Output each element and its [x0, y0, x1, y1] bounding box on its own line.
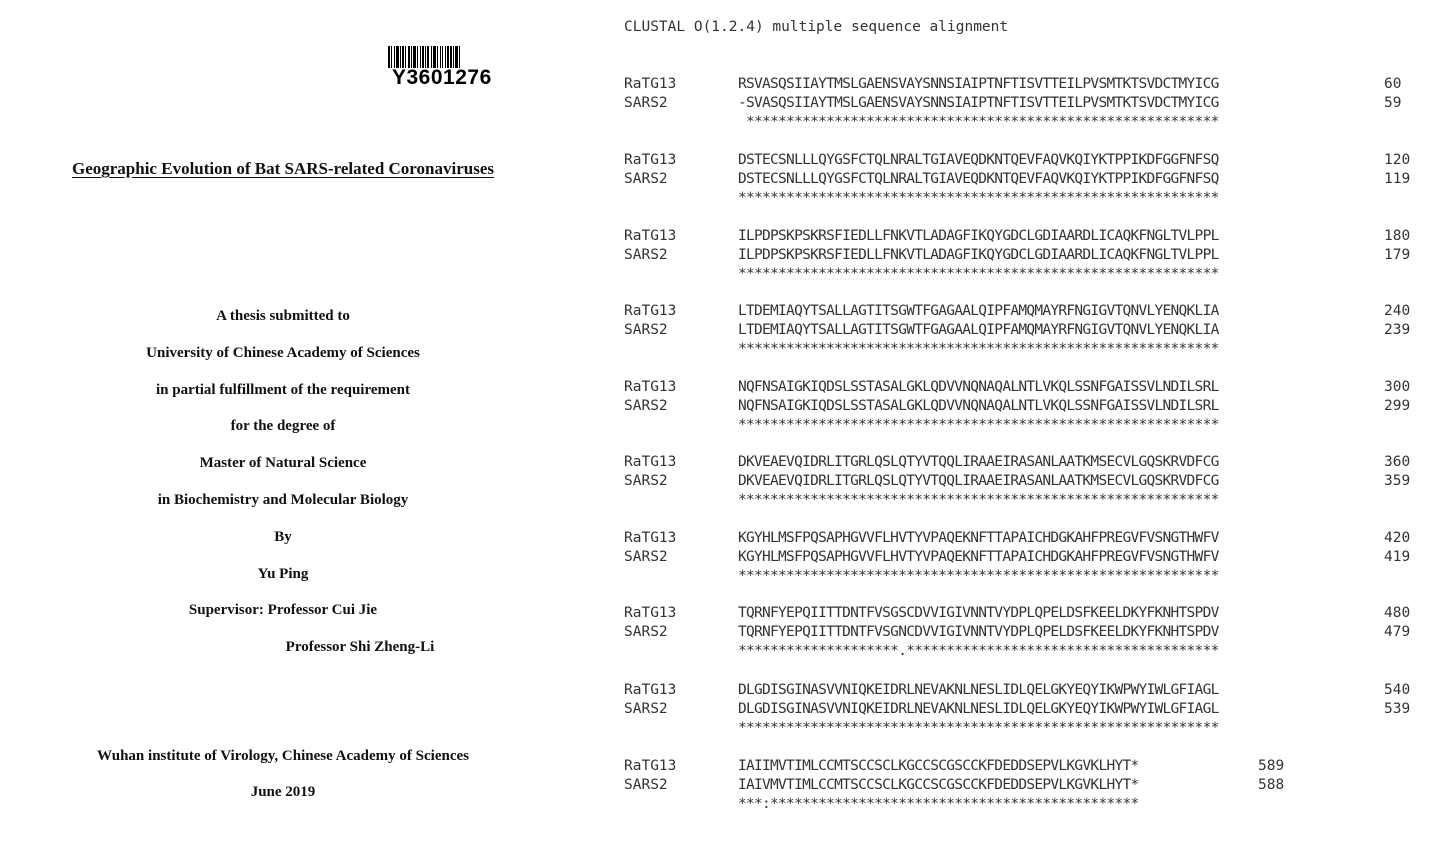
- thesis-line: By: [274, 529, 292, 545]
- alignment-row: [610, 758, 1456, 777]
- residue-count: 120: [1384, 152, 1411, 168]
- alignment-block: [610, 454, 1456, 514]
- sequence-name: RaTG13: [624, 530, 677, 546]
- sequence-residues: KGYHLMSFPQSAPHGVVFLHVTYVPAQEKNFTTAPAICHDGKAHFPREGVFVSNGTHWFV: [738, 549, 1219, 565]
- residue-count: 59: [1384, 95, 1402, 111]
- sequence-residues: ILPDPSKPSKRSFIEDLLFNKVTLADAGFIKQYGDCLGDIAARDLICAQKFNGLTVLPPL: [738, 228, 1219, 244]
- residue-count: 480: [1384, 605, 1411, 621]
- alignment-header: CLUSTAL O(1.2.4) multiple sequence alignment: [624, 19, 1009, 35]
- thesis-date: June 2019: [250, 784, 316, 800]
- residue-count: 479: [1384, 624, 1411, 640]
- sequence-residues: DSTECSNLLLQYGSFCTQLNRALTGIAVEQDKNTQEVFAQVKQIYKTPPIKDFGGFNFSQ: [738, 171, 1219, 187]
- consensus-line: ************************************************************: [738, 417, 1219, 433]
- sequence-name: RaTG13: [624, 758, 677, 774]
- residue-count: 179: [1384, 247, 1411, 263]
- thesis-line: Professor Shi Zheng-Li: [285, 639, 435, 655]
- consensus-line: ************************************************************: [738, 568, 1219, 584]
- sequence-residues: TQRNFYEPQIITTDNTFVSGNCDVVIGIVNNTVYDPLQPELDSFKEELDKYFKNHTSPDV: [738, 624, 1219, 640]
- sequence-name: SARS2: [624, 777, 668, 793]
- sequence-residues: ILPDPSKPSKRSFIEDLLFNKVTLADAGFIKQYGDCLGDIAARDLICAQKFNGLTVLPPL: [738, 247, 1219, 263]
- barcode-bar: [460, 46, 462, 68]
- sequence-name: SARS2: [624, 473, 668, 489]
- consensus-line: ********************.***************************************: [738, 643, 1219, 659]
- alignment-row: [610, 473, 1456, 492]
- sequence-residues: NQFNSAIGKIQDSLSSTASALGKLQDVVNQNAQALNTLVKQLSSNFGAISSVLNDILSRL: [738, 398, 1219, 414]
- alignment-block: [610, 682, 1456, 742]
- alignment-block: [610, 303, 1456, 363]
- sequence-residues: KGYHLMSFPQSAPHGVVFLHVTYVPAQEKNFTTAPAICHDGKAHFPREGVFVSNGTHWFV: [738, 530, 1219, 546]
- sequence-residues: LTDEMIAQYTSALLAGTITSGWTFGAGAALQIPFAMQMAYRFNGIGVTQNVLYENQKLIA: [738, 322, 1219, 338]
- thesis-line: A thesis submitted to: [216, 308, 350, 324]
- alignment-block: [610, 152, 1456, 212]
- residue-count: 420: [1384, 530, 1411, 546]
- sequence-alignment: [610, 0, 1456, 852]
- sequence-residues: TQRNFYEPQIITTDNTFVSGSCDVVIGIVNNTVYDPLQPELDSFKEELDKYFKNHTSPDV: [738, 605, 1219, 621]
- sequence-name: RaTG13: [624, 454, 677, 470]
- thesis-line: in Biochemistry and Molecular Biology: [157, 492, 409, 508]
- sequence-residues: DSTECSNLLLQYGSFCTQLNRALTGIAVEQDKNTQEVFAQVKQIYKTPPIKDFGGFNFSQ: [738, 152, 1219, 168]
- sequence-name: RaTG13: [624, 682, 677, 698]
- sequence-residues: LTDEMIAQYTSALLAGTITSGWTFGAGAALQIPFAMQMAYRFNGIGVTQNVLYENQKLIA: [738, 303, 1219, 319]
- residue-count: 539: [1384, 701, 1411, 717]
- alignment-row: [610, 682, 1456, 701]
- sequence-name: SARS2: [624, 247, 668, 263]
- alignment-row: [610, 171, 1456, 190]
- alignment-row: [610, 76, 1456, 95]
- sequence-name: RaTG13: [624, 152, 677, 168]
- residue-count: 299: [1384, 398, 1411, 414]
- alignment-row: [610, 152, 1456, 171]
- sequence-name: SARS2: [624, 624, 668, 640]
- sequence-name: SARS2: [624, 398, 668, 414]
- sequence-name: RaTG13: [624, 379, 677, 395]
- consensus-line: ***:**********************************************: [738, 796, 1139, 812]
- thesis-line: for the degree of: [230, 418, 336, 434]
- sequence-residues: DKVEAEVQIDRLITGRLQSLQTYVTQQLIRAAEIRASANLAATKMSECVLGQSKRVDFCG: [738, 454, 1219, 470]
- thesis-line: Supervisor: Professor Cui Jie: [188, 602, 378, 618]
- sequence-name: SARS2: [624, 322, 668, 338]
- alignment-row: [610, 530, 1456, 549]
- consensus-line: ************************************************************: [738, 266, 1219, 282]
- sequence-name: SARS2: [624, 701, 668, 717]
- sequence-name: RaTG13: [624, 76, 677, 92]
- residue-count: 588: [1258, 777, 1285, 793]
- alignment-row: [610, 379, 1456, 398]
- sequence-residues: -SVASQSIIAYTMSLGAENSVAYSNNSIAIPTNFTISVTTEILPVSMTKTSVDCTMYICG: [738, 95, 1219, 111]
- consensus-line: ************************************************************: [738, 190, 1219, 206]
- consensus-line: ************************************************************: [738, 341, 1219, 357]
- alignment-row: [610, 605, 1456, 624]
- consensus-line: ************************************************************: [738, 720, 1219, 736]
- consensus-line: ************************************************************: [738, 492, 1219, 508]
- alignment-row: [610, 303, 1456, 322]
- residue-count: 60: [1384, 76, 1402, 92]
- sequence-residues: RSVASQSIIAYTMSLGAENSVAYSNNSIAIPTNFTISVTTEILPVSMTKTSVDCTMYICG: [738, 76, 1219, 92]
- institution: Wuhan institute of Virology, Chinese Academy of Sciences: [97, 748, 469, 764]
- residue-count: 359: [1384, 473, 1411, 489]
- sequence-residues: NQFNSAIGKIQDSLSSTASALGKLQDVVNQNAQALNTLVKQLSSNFGAISSVLNDILSRL: [738, 379, 1219, 395]
- residue-count: 240: [1384, 303, 1411, 319]
- residue-count: 180: [1384, 228, 1411, 244]
- alignment-row: [610, 701, 1456, 720]
- sequence-name: SARS2: [624, 171, 668, 187]
- thesis-line: Master of Natural Science: [199, 455, 367, 471]
- sequence-residues: DKVEAEVQIDRLITGRLQSLQTYVTQQLIRAAEIRASANLAATKMSECVLGQSKRVDFCG: [738, 473, 1219, 489]
- alignment-block: [610, 530, 1456, 590]
- sequence-name: SARS2: [624, 95, 668, 111]
- sequence-name: RaTG13: [624, 303, 677, 319]
- alignment-block: [610, 228, 1456, 288]
- sequence-name: RaTG13: [624, 228, 677, 244]
- barcode-id: Y3601276: [392, 66, 492, 89]
- alignment-row: [610, 454, 1456, 473]
- thesis-line: in partial fulfillment of the requirement: [155, 382, 410, 398]
- residue-count: 419: [1384, 549, 1411, 565]
- alignment-row: [610, 322, 1456, 341]
- barcode-image: [388, 46, 506, 68]
- sequence-residues: DLGDISGINASVVNIQKEIDRLNEVAKNLNESLIDLQELGKYEQYIKWPWYIWLGFIAGL: [738, 701, 1219, 717]
- sequence-residues: IAIVMVTIMLCCMTSCCSCLKGCCSCGSCCKFDEDDSEPVLKGVKLHYT*: [738, 777, 1139, 793]
- residue-count: 300: [1384, 379, 1411, 395]
- residue-count: 360: [1384, 454, 1411, 470]
- consensus-line: ***********************************************************: [738, 114, 1219, 130]
- alignment-row: [610, 549, 1456, 568]
- thesis-line: University of Chinese Academy of Sciences: [146, 345, 420, 361]
- alignment-block: [610, 379, 1456, 439]
- alignment-block: [610, 605, 1456, 665]
- residue-count: 119: [1384, 171, 1411, 187]
- alignment-row: [610, 247, 1456, 266]
- thesis-title-page: [0, 0, 570, 852]
- alignment-row: [610, 777, 1456, 796]
- residue-count: 589: [1258, 758, 1285, 774]
- alignment-row: [610, 228, 1456, 247]
- alignment-row: [610, 398, 1456, 417]
- thesis-title: Geographic Evolution of Bat SARS-related Coronaviruses: [71, 159, 495, 178]
- alignment-row: [610, 624, 1456, 643]
- sequence-name: RaTG13: [624, 605, 677, 621]
- sequence-residues: IAIIMVTIMLCCMTSCCSCLKGCCSCGSCCKFDEDDSEPVLKGVKLHYT*: [738, 758, 1139, 774]
- alignment-block: [610, 76, 1456, 136]
- residue-count: 540: [1384, 682, 1411, 698]
- sequence-name: SARS2: [624, 549, 668, 565]
- residue-count: 239: [1384, 322, 1411, 338]
- alignment-row: [610, 95, 1456, 114]
- sequence-residues: DLGDISGINASVVNIQKEIDRLNEVAKNLNESLIDLQELGKYEQYIKWPWYIWLGFIAGL: [738, 682, 1219, 698]
- thesis-line: Yu Ping: [257, 566, 309, 582]
- alignment-block: [610, 758, 1456, 818]
